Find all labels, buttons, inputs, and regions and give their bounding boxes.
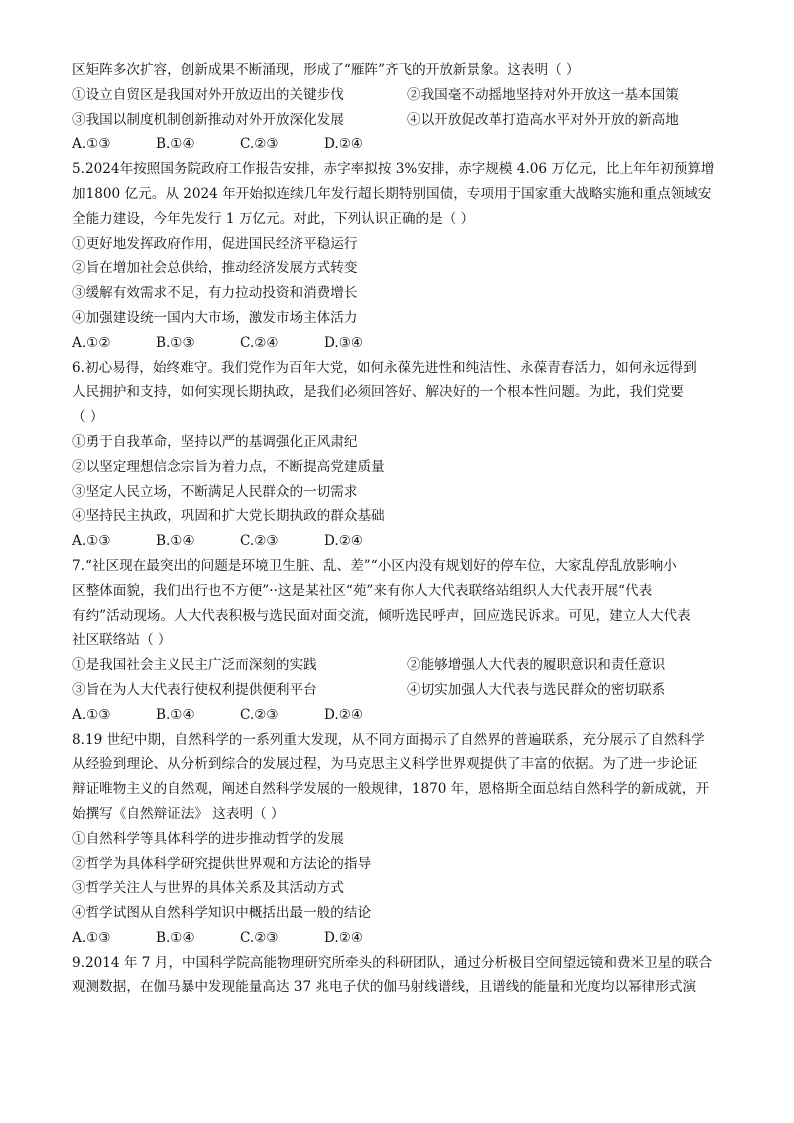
option-4: ④切实加强人大代表与选民群众的密切联系: [407, 681, 666, 698]
answer-choices: [72, 132, 722, 157]
choice-d: D.②④: [324, 929, 364, 946]
option-2: ②能够增强人大代表的履职意识和责任意识: [407, 657, 666, 674]
question-stem-line: （ ）: [72, 409, 104, 426]
choice-c: C.②③: [240, 706, 279, 723]
question-4: [72, 58, 722, 157]
question-stem-line: 有约”活动现场。人大代表积极与选民面对面交流，倾听选民呼声，回应选民诉求。可见，建立人大代表: [72, 607, 691, 624]
option-3: ③我国以制度机制创新推动对外开放深化发展: [72, 111, 344, 128]
question-stem-line: 7.“社区现在最突出的问题是环境卫生脏、乱、差”“小区内没有规划好的停车位，大家乱停乱放影响小: [72, 557, 677, 574]
choice-c: C.②③: [240, 136, 279, 153]
answer-choices: [72, 926, 722, 951]
question-8: [72, 728, 722, 951]
question-stem-line: 全能力建设，今年先发行 1 万亿元。对此，下列认识正确的是（ ）: [72, 210, 475, 227]
option-2: ②以坚定理想信念宗旨为着力点，不断提高党建质量: [72, 458, 385, 475]
option-2: ②旨在增加社会总供给，推动经济发展方式转变: [72, 260, 358, 277]
answer-choices: [72, 331, 722, 356]
choice-c: C.②④: [240, 334, 279, 351]
choice-b: B.①④: [156, 136, 195, 153]
question-stem-line: 加1800 亿元。从 2024 年开始拟连续几年发行超长期特别国债，专项用于国家重大战略实施和重点领域安: [72, 185, 712, 202]
option-4: ④以开放促改革打造高水平对外开放的新高地: [407, 111, 679, 128]
question-stem-line: 观测数据，在伽马暴中发现能量高达 37 兆电子伏的伽马射线谱线，且谱线的能量和光度均以幂律形式演: [72, 979, 697, 996]
question-stem-line: 社区联络站（ ）: [72, 632, 172, 649]
question-stem-line: 8.19 世纪中期，自然科学的一系列重大发现，从不同方面揭示了自然界的普遍联系，充分展示了自然科学: [72, 731, 705, 748]
choice-d: D.②④: [324, 136, 364, 153]
option-3: ③缓解有效需求不足，有力拉动投资和消费增长: [72, 285, 358, 302]
question-stem-line: 从经验到理论、从分析到综合的发展过程，为马克思主义科学世界观提供了丰富的依据。为了进一步论证: [72, 756, 698, 773]
answer-choices: [72, 703, 722, 728]
option-1: ①更好地发挥政府作用，促进国民经济平稳运行: [72, 235, 358, 252]
choice-c: C.②③: [240, 533, 279, 550]
choice-b: B.①④: [156, 706, 195, 723]
question-9: [72, 951, 722, 1001]
choice-a: A.①③: [72, 929, 111, 946]
question-stem-line: 辩证唯物主义的自然观，阐述自然科学发展的一般规律，1870 年，恩格斯全面总结自然科学的新成就，开: [72, 781, 710, 798]
question-stem: 区矩阵多次扩容，创新成果不断涌现，形成了“雁阵”齐飞的开放新景象。这表明（ ）: [72, 62, 580, 78]
option-1: ①自然科学等具体科学的进步推动哲学的发展: [72, 830, 344, 847]
option-4: ④加强建设统一国内大市场，激发市场主体活力: [72, 309, 358, 326]
question-stem-line: 6.初心易得，始终难守。我们党作为百年大党，如何永葆先进性和纯洁性、永葆青春活力，如何永远得到: [72, 359, 697, 376]
option-row: [72, 83, 722, 108]
choice-b: B.①④: [156, 929, 195, 946]
option-2: ②我国毫不动摇地坚持对外开放这一基本国策: [407, 86, 679, 103]
option-1: ①设立自贸区是我国对外开放迈出的关键步伐: [72, 86, 344, 103]
choice-a: A.①③: [72, 136, 111, 153]
question-6: [72, 356, 722, 554]
choice-b: B.①③: [156, 334, 195, 351]
choice-d: D.②④: [324, 533, 364, 550]
exam-page: [72, 58, 722, 1000]
choice-c: C.②③: [240, 929, 279, 946]
option-3: ③坚定人民立场，不断满足人民群众的一切需求: [72, 483, 358, 500]
option-2: ②哲学为具体科学研究提供世界观和方法论的指导: [72, 855, 372, 872]
option-row: [72, 108, 722, 133]
option-3: ③旨在为人大代表行使权利提供便利平台: [72, 681, 317, 698]
question-stem-line: 9.2014 年 7 月，中国科学院高能物理研究所牵头的科研团队，通过分析极目空间望远镜和费米卫星的联合: [72, 954, 713, 971]
question-stem-line: 区整体面貌，我们出行也不方便”··这是某社区“苑”来有你人大代表联络站组织人大代表开展“代表: [72, 582, 653, 599]
question-stem-line: 人民拥护和支持，如何实现长期执政，是我们必须回答好、解决好的一个根本性问题。为此，我们党要: [72, 384, 684, 401]
option-1: ①是我国社会主义民主广泛而深刻的实践: [72, 657, 317, 674]
question-5: [72, 157, 722, 355]
choice-a: A.①③: [72, 533, 111, 550]
question-stem-line: 5.2024年按照国务院政府工作报告安排，赤字率拟按 3%安排，赤字规模 4.06 万亿元，比上年年初预算增: [72, 161, 715, 178]
option-1: ①勇于自我革命，坚持以严的基调强化正风肃纪: [72, 433, 358, 450]
option-4: ④哲学试图从自然科学知识中概括出最一般的结论: [72, 905, 372, 922]
option-4: ④坚持民主执政，巩固和扩大党长期执政的群众基础: [72, 508, 385, 525]
question-7: [72, 554, 722, 728]
choice-b: B.①④: [156, 533, 195, 550]
choice-d: D.③④: [324, 334, 364, 351]
option-row: [72, 678, 722, 703]
choice-a: A.①②: [72, 334, 111, 351]
answer-choices: [72, 529, 722, 554]
choice-d: D.②④: [324, 706, 364, 723]
question-stem-line: 始撰写《自然辩证法》 这表明（ ）: [72, 805, 285, 822]
choice-a: A.①③: [72, 706, 111, 723]
option-row: [72, 653, 722, 678]
option-3: ③哲学关注人与世界的具体关系及其活动方式: [72, 880, 344, 897]
